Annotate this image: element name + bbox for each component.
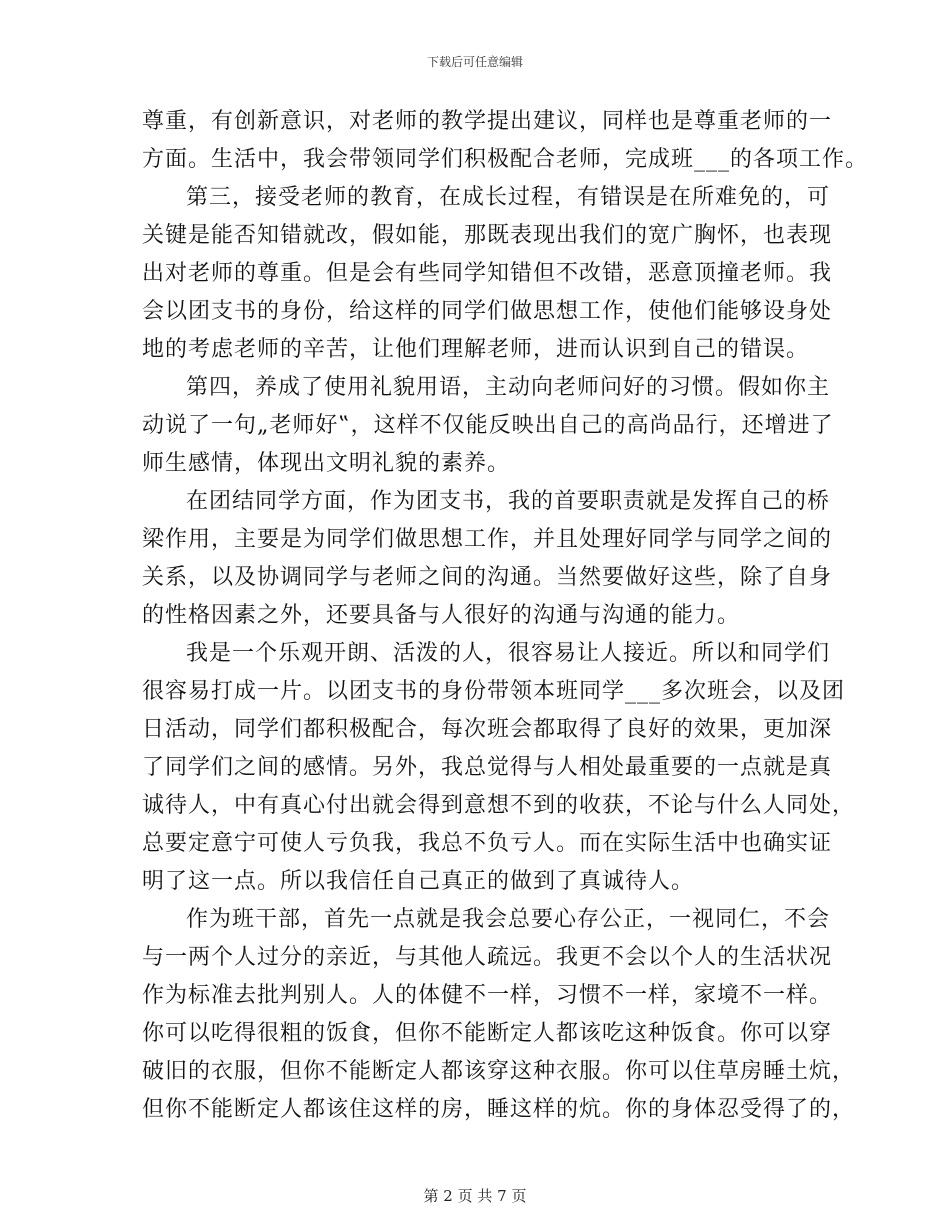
text-line: 了同学们之间的感情。另外，我总觉得与人相处最重要的一点就是真 [142, 755, 833, 780]
text-line: 第三，接受老师的教育，在成长过程，有错误是在所难免的，可 [186, 185, 831, 210]
text-line: 很容易打成一片。以团支书的身份带领本班同学___多次班会，以及团 [142, 679, 846, 704]
text-line: 作为班干部，首先一点就是我会总要心存公正，一视同仁，不会 [186, 907, 831, 932]
text-line: 日活动，同学们都积极配合，每次班会都取得了良好的效果，更加深 [142, 717, 833, 742]
text-line: 你可以吃得很粗的饭食，但你不能断定人都该吃这种饭食。你可以穿 [142, 1021, 833, 1046]
text-line: 关系，以及协调同学与老师之间的沟通。当然要做好这些，除了自身 [142, 565, 833, 590]
text-line: 诚待人，中有真心付出就会得到意想不到的收获，不论与什么人同处， [142, 793, 856, 818]
text-line: 地的考虑老师的辛苦，让他们理解老师，进而认识到自己的错误。 [142, 337, 810, 362]
text-line: 方面。生活中，我会带领同学们积极配合老师，完成班___的各项工作。 [142, 147, 869, 172]
text-line: 与一两个人过分的亲近，与其他人疏远。我更不会以个人的生活状况 [142, 945, 833, 970]
text-line: 作为标准去批判别人。人的体健不一样，习惯不一样，家境不一样。 [142, 983, 833, 1008]
page-footer: 第 2 页 共 7 页 [423, 1187, 527, 1205]
text-line: 明了这一点。所以我信任自己真正的做到了真诚待人。 [142, 869, 695, 894]
text-line: 动说了一句„老师好‟，这样不仅能反映出自己的高尚品行，还增进了 [142, 413, 834, 438]
text-line: 的性格因素之外，还要具备与人很好的沟通与沟通的能力。 [142, 603, 741, 628]
text-line: 关键是能否知错就改，假如能，那既表现出我们的宽广胸怀，也表现 [142, 223, 833, 248]
text-line: 第四，养成了使用礼貌用语，主动向老师问好的习惯。假如你主 [186, 375, 831, 400]
text-line: 师生感情，体现出文明礼貌的素养。 [142, 451, 511, 476]
document-body [142, 103, 869, 1129]
text-line: 破旧的衣服，但你不能断定人都该穿这种衣服。你可以住草房睡土炕， [142, 1059, 856, 1084]
text-line: 梁作用，主要是为同学们做思想工作，并且处理好同学与同学之间的 [142, 527, 833, 552]
page-header: 下载后可任意编辑 [426, 55, 523, 69]
text-line: 总要定意宁可使人亏负我，我总不负亏人。而在实际生活中也确实证 [142, 831, 833, 856]
text-line: 尊重，有创新意识，对老师的教学提出建议，同样也是尊重老师的一 [142, 109, 833, 134]
text-line: 出对老师的尊重。但是会有些同学知错但不改错，恶意顶撞老师。我 [142, 261, 833, 286]
text-line: 但你不能断定人都该住这样的房，睡这样的炕。你的身体忍受得了的， [142, 1097, 856, 1122]
text-line: 在团结同学方面，作为团支书，我的首要职责就是发挥自己的桥 [186, 489, 831, 514]
text-line: 我是一个乐观开朗、活泼的人，很容易让人接近。所以和同学们 [186, 641, 831, 666]
text-line: 会以团支书的身份，给这样的同学们做思想工作，使他们能够设身处 [142, 299, 833, 324]
